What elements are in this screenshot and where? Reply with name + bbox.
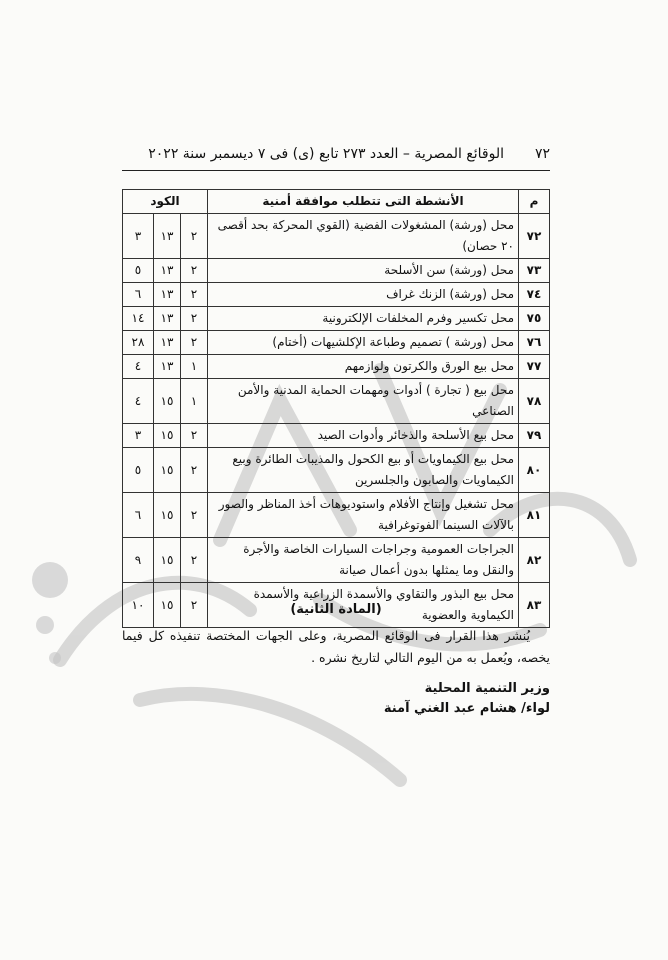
table-row	[123, 424, 550, 448]
row-code-2: ١٣	[154, 214, 181, 259]
row-code-3: ٣	[123, 424, 154, 448]
row-code-3: ٢٨	[123, 331, 154, 355]
row-activity: محل (ورشة ) تصميم وطباعة الإكلشيهات (أختام)	[208, 331, 519, 355]
row-code-1: ١	[181, 379, 208, 424]
table-row	[123, 538, 550, 583]
header-number: م	[519, 190, 550, 214]
row-number: ٧٩	[519, 424, 550, 448]
row-code-2: ١٥	[154, 538, 181, 583]
table-row	[123, 493, 550, 538]
row-number: ٧٤	[519, 283, 550, 307]
row-code-1: ٢	[181, 424, 208, 448]
signature-block	[122, 679, 558, 719]
row-code-2: ١٣	[154, 355, 181, 379]
table-body	[123, 214, 550, 628]
row-code-1: ٢	[181, 583, 208, 628]
watermark-dot	[36, 616, 54, 634]
row-activity: محل (ورشة) المشغولات الفضية (القوي المحركة بحد أقصى ٢٠ حصان)	[208, 214, 519, 259]
row-code-3: ٣	[123, 214, 154, 259]
row-code-1: ٢	[181, 307, 208, 331]
row-code-2: ١٣	[154, 259, 181, 283]
row-code-1: ٢	[181, 259, 208, 283]
row-number: ٧٣	[519, 259, 550, 283]
decree-text: يُنشر هذا القرار فى الوقائع المصرية، وعلى الجهات المختصة تنفيذه كل فيما يخصه، ويُعمل به من اليوم التالي لتاريخ نشره .	[122, 628, 550, 665]
row-code-3: ١٠	[123, 583, 154, 628]
row-activity: محل بيع الكيماويات أو بيع الكحول والمذيبات الطائرة وبيع الكيماويات والصابون والجلسرين	[208, 448, 519, 493]
table-row	[123, 379, 550, 424]
row-activity: محل بيع الأسلحة والذخائر وأدوات الصيد	[208, 424, 519, 448]
row-code-3: ٦	[123, 283, 154, 307]
row-number: ٧٨	[519, 379, 550, 424]
page-number: ٧٢	[534, 146, 550, 162]
table-row	[123, 355, 550, 379]
row-number: ٨٠	[519, 448, 550, 493]
row-code-1: ٢	[181, 448, 208, 493]
table-row	[123, 307, 550, 331]
row-code-3: ١٤	[123, 307, 154, 331]
row-code-3: ٥	[123, 448, 154, 493]
row-code-3: ٦	[123, 493, 154, 538]
row-activity: الجراجات العمومية وجراجات السيارات الخاصة والأجرة والنقل وما يمثلها بدون أعمال صيانة	[208, 538, 519, 583]
gazette-title: الوقائع المصرية – العدد ٢٧٣ تابع (ى) فى ٧ ديسمبر سنة ٢٠٢٢	[148, 146, 504, 162]
table-row	[123, 259, 550, 283]
row-activity: محل بيع الورق والكرتون ولوازمهم	[208, 355, 519, 379]
article-heading: (المادة الثانية)	[290, 602, 382, 617]
header-rule	[122, 170, 550, 171]
row-code-3: ٩	[123, 538, 154, 583]
table-header-row	[123, 190, 550, 214]
table-row	[123, 448, 550, 493]
minister-name: لواء/ هشام عبد الغني آمنة	[383, 701, 550, 716]
header-code: الكود	[123, 190, 208, 214]
row-number: ٧٧	[519, 355, 550, 379]
row-code-1: ٢	[181, 331, 208, 355]
row-code-2: ١٥	[154, 493, 181, 538]
row-number: ٨١	[519, 493, 550, 538]
row-code-3: ٤	[123, 355, 154, 379]
row-activity: محل تكسير وفرم المخلفات الإلكترونية	[208, 307, 519, 331]
row-activity: محل (ورشة) الزنك غراف	[208, 283, 519, 307]
row-code-2: ١٥	[154, 424, 181, 448]
row-code-2: ١٣	[154, 283, 181, 307]
row-code-2: ١٥	[154, 448, 181, 493]
row-number: ٨٢	[519, 538, 550, 583]
row-code-1: ٢	[181, 493, 208, 538]
header-activity: الأنشطة التى تتطلب موافقة أمنية	[208, 190, 519, 214]
row-code-2: ١٥	[154, 583, 181, 628]
minister-title: وزير التنمية المحلية	[424, 681, 550, 696]
activities-table	[122, 189, 550, 628]
row-code-3: ٤	[123, 379, 154, 424]
row-number: ٧٥	[519, 307, 550, 331]
row-activity: محل بيع البذور والتقاوي والأسمدة الزراعية والأسمدة الكيماوية والعضوية	[208, 583, 519, 628]
row-number: ٨٣	[519, 583, 550, 628]
row-number: ٧٦	[519, 331, 550, 355]
watermark-dot	[32, 562, 68, 598]
table-row	[123, 283, 550, 307]
row-code-1: ١	[181, 355, 208, 379]
row-activity: محل تشغيل وإنتاج الأفلام واستوديوهات أخذ المناظر والصور بالآلات السينما الفوتوغرافية	[208, 493, 519, 538]
page-header	[122, 146, 550, 170]
row-activity: محل بيع ( تجارة ) أدوات ومهمات الحماية المدنية والأمن الصناعي	[208, 379, 519, 424]
row-activity: محل (ورشة) سن الأسلحة	[208, 259, 519, 283]
row-number: ٧٢	[519, 214, 550, 259]
watermark-dot	[49, 652, 61, 664]
table-row	[123, 214, 550, 259]
row-code-3: ٥	[123, 259, 154, 283]
row-code-2: ١٥	[154, 379, 181, 424]
row-code-1: ٢	[181, 283, 208, 307]
row-code-2: ١٣	[154, 331, 181, 355]
row-code-1: ٢	[181, 214, 208, 259]
table-row	[123, 331, 550, 355]
row-code-2: ١٣	[154, 307, 181, 331]
row-code-1: ٢	[181, 538, 208, 583]
